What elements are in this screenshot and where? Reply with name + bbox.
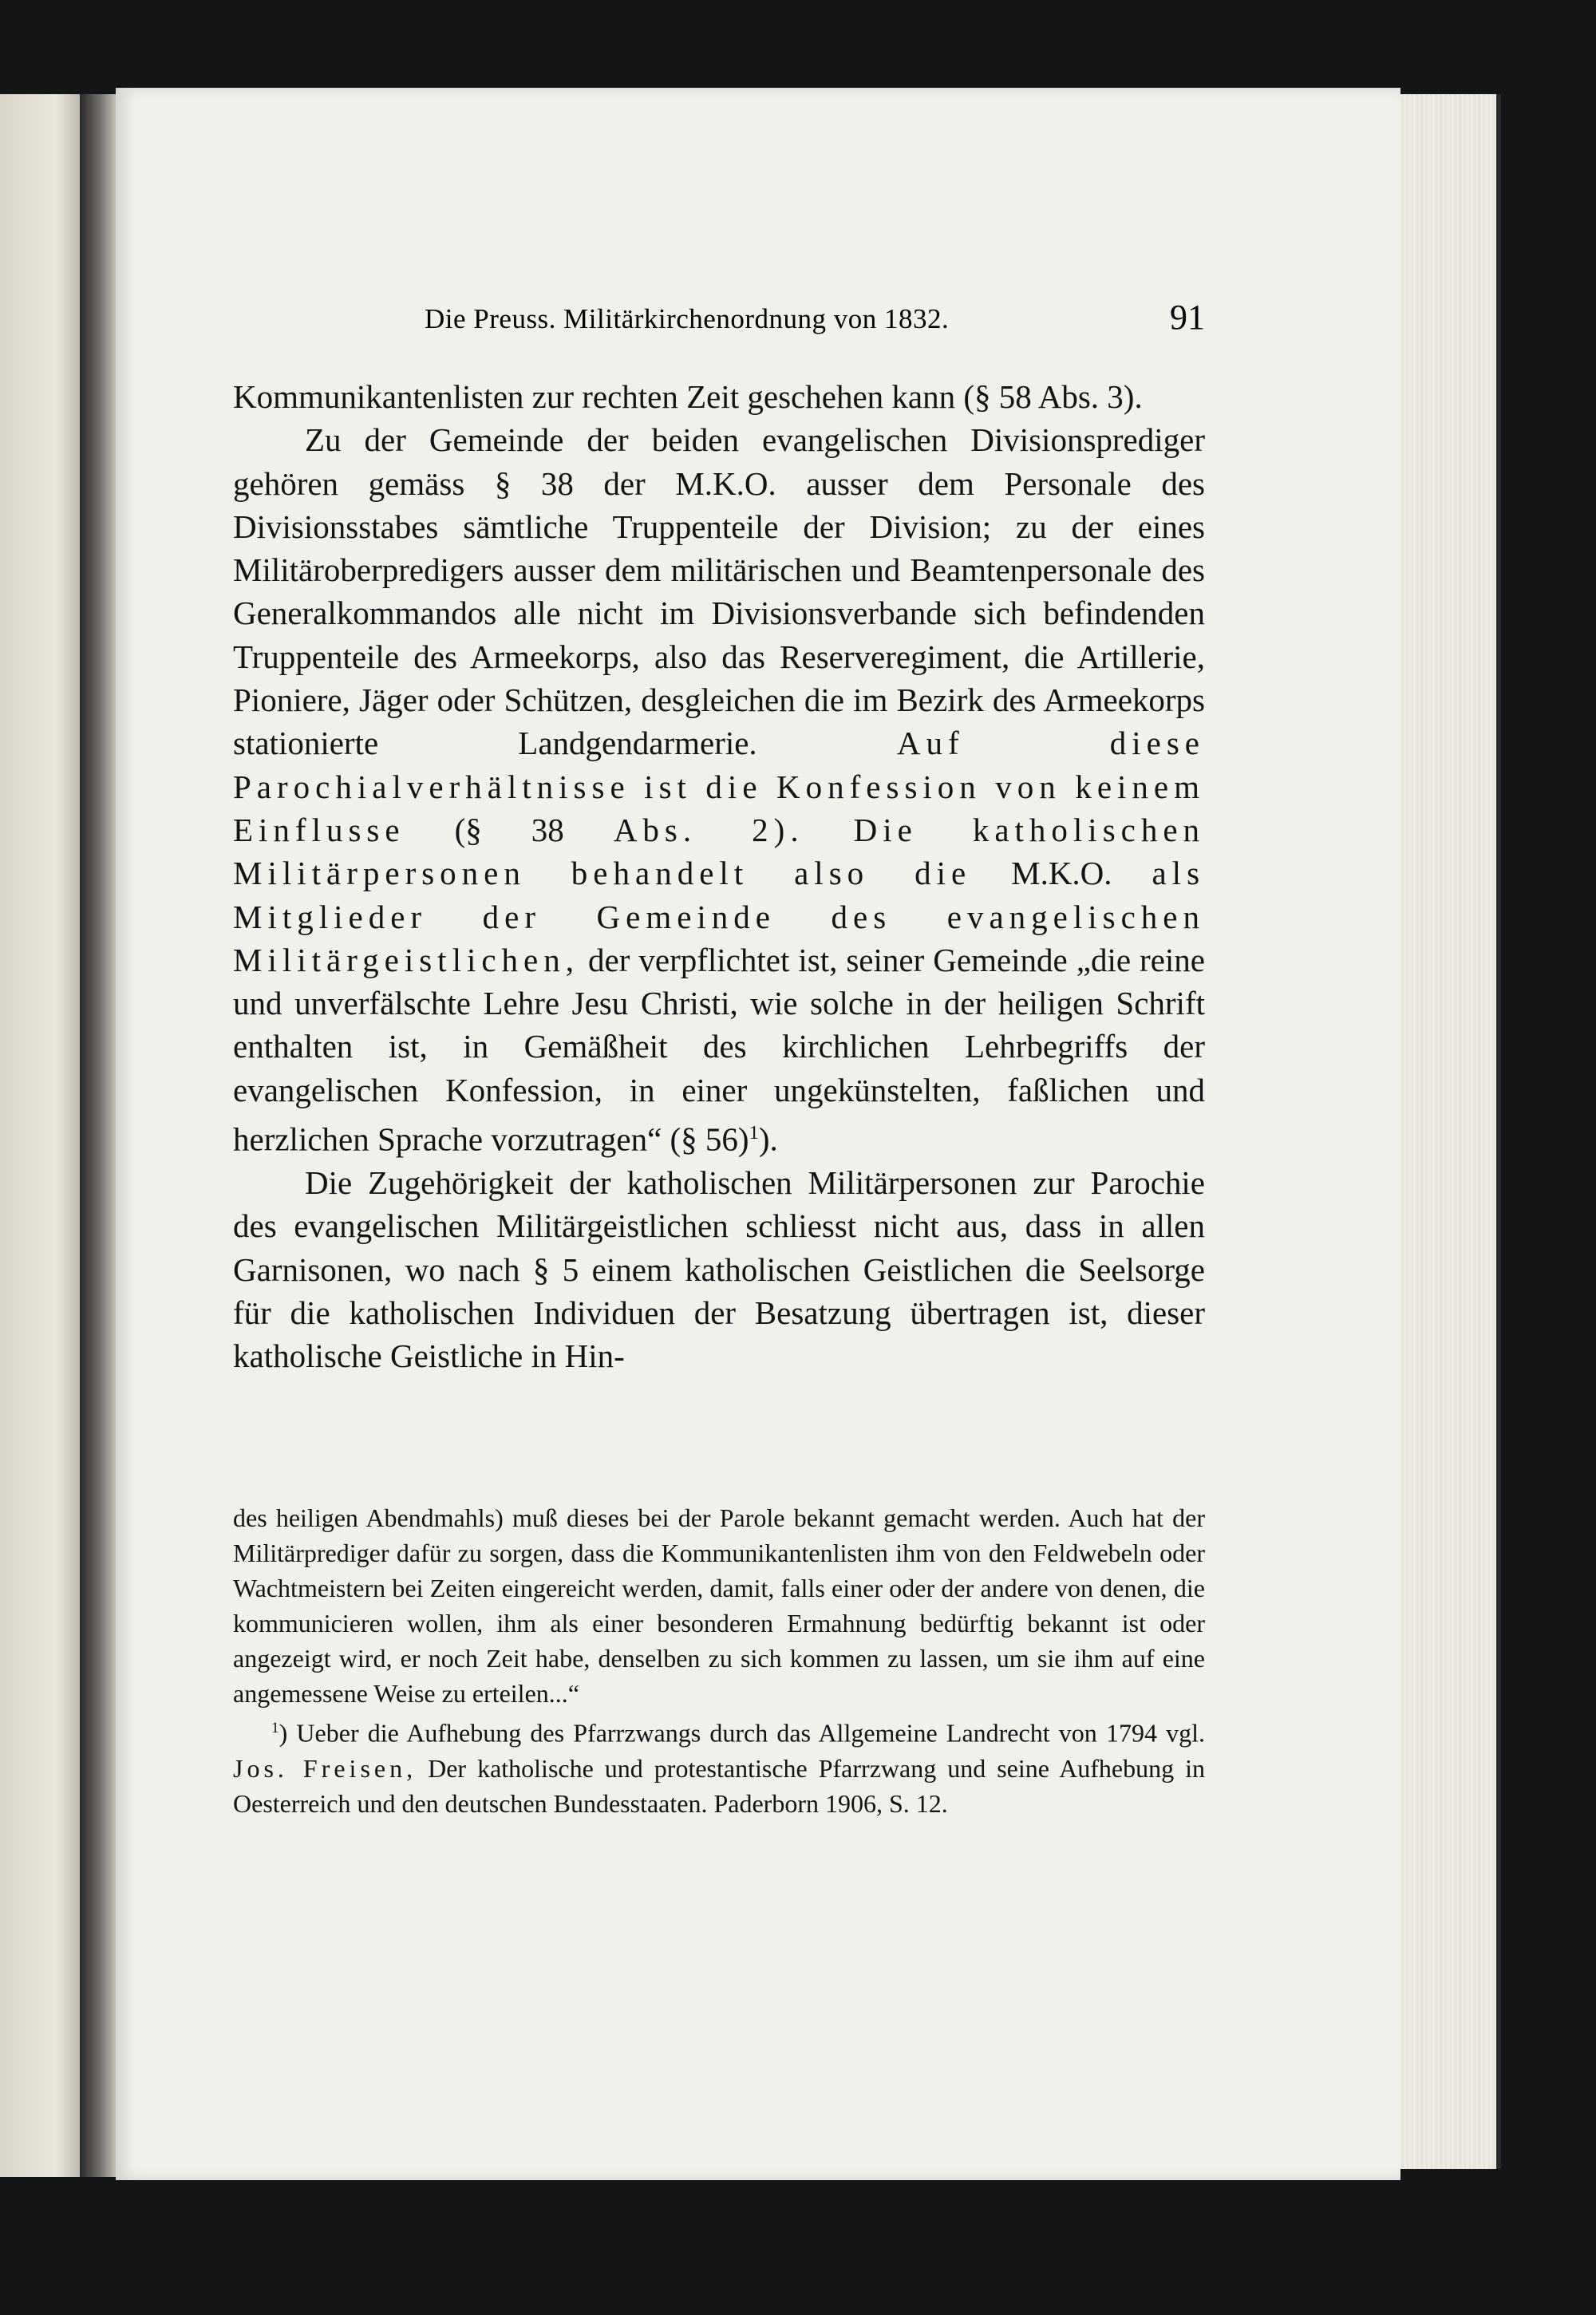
paragraph-2-spaced-g: als Mitglieder der Gemeinde des evangelischen Militärgeistlichen, (233, 855, 1206, 978)
footnote-1-author: Jos. Freisen, (233, 1753, 417, 1783)
main-text (233, 375, 1205, 1377)
paragraph-2-end: ). (758, 1120, 778, 1158)
paragraph-2-spaced-b: Auf diese Parochialverhältnisse ist die Konfession von keinem Einflusse (233, 725, 1205, 848)
paragraph-2-text-a: Zu der Gemeinde der beiden evangelischen Divisionsprediger gehören gemäss § 38 der M.K.O. ausser dem Personale des Divisionsstabes sämtliche Truppenteile der Division; zu der eines Militäroberpredigers ausser dem militärischen und Beamtenpersonale des Generalkommandos alle nicht im Divisionsverbande sich befindenden Truppenteile des Armeekorps, also das Reserveregiment, die Artillerie, Pioniere, Jäger oder Schützen, desgleichen die im Bezirk des Armeekorps stationierte Landgendarmerie. (233, 421, 1205, 762)
paragraph-2-spaced-e: Die katholischen Militärpersonen behandelt also die (233, 811, 1206, 892)
running-head (233, 297, 1205, 345)
footnote-reference: 1 (749, 1122, 759, 1144)
book-gutter-shadow (80, 94, 118, 2177)
paragraph-2-text-h: der verpflichtet ist, seiner Gemeinde „die reine und unverfälschte Lehre Jesu Christi, wie solche in der heiligen Schrift enthalten ist, in Gemäßheit des kirchlichen Lehrbegriffs der evangelischen Konfession, in einer ungekünstelten, faßlichen und herzlichen Sprache vorzutragen“ (§ 56) (233, 941, 1205, 1158)
paragraph-2 (233, 418, 1205, 1161)
footnote-1-text-b: Der katholische und protestantische Pfarrzwang und seine Aufhebung in Oesterreich und den deutschen Bundesstaaten. Paderborn 1906, S. 12. (233, 1753, 1206, 1818)
paragraph-1-text: Kommunikantenlisten zur rechten Zeit geschehen kann (§ 58 Abs. 3). (233, 378, 1143, 415)
footnote-1-marker: 1 (271, 1720, 279, 1736)
paragraph-3 (233, 1161, 1205, 1377)
paragraph-3-text: Die Zugehörigkeit der katholischen Militärpersonen zur Parochie des evangelischen Militärgeistlichen schliesst nicht aus, dass in allen Garnisonen, wo nach § 5 einem katholischen Geistlichen die Seelsorge für die katholischen Individuen der Besatzung übertragen ist, dieser katholische Geistliche in Hin- (233, 1164, 1205, 1375)
paragraph-2-text-c: (§ 38 (454, 811, 564, 848)
running-head-title: Die Preuss. Militärkirchenordnung von 1832. (425, 303, 950, 334)
paragraph-2-text-f: M.K.O. (1011, 855, 1112, 892)
paragraph-1 (233, 375, 1205, 418)
adjacent-page-edge (0, 94, 80, 2177)
footnotes (233, 1500, 1205, 1821)
footnote-1 (233, 1711, 1205, 1821)
paragraph-2-spaced-d: Abs. 2). (613, 811, 804, 848)
page-stack-edge (1400, 94, 1501, 2169)
page-number: 91 (1170, 298, 1205, 337)
footnote-continued (233, 1500, 1205, 1711)
footnote-continued-text: des heiligen Abendmahls) muß dieses bei der Parole bekannt gemacht werden. Auch hat der Militärprediger dafür zu sorgen, dass die Kommunikantenlisten ihm von den Feldwebeln oder Wachtmeistern bei Zeiten eingereicht werden, damit, falls einer oder der andere von denen, die kommunicieren wollen, ihm als einer besonderen Ermahnung bedürftig bekannt ist oder angezeigt wird, er noch Zeit habe, denselben zu sich kommen zu lassen, um sie ihm auf eine angemessene Weise zu erteilen...“ (233, 1503, 1205, 1708)
footnote-1-text-a: ) Ueber die Aufhebung des Pfarrzwangs durch das Allgemeine Landrecht von 1794 vgl. (279, 1718, 1205, 1748)
